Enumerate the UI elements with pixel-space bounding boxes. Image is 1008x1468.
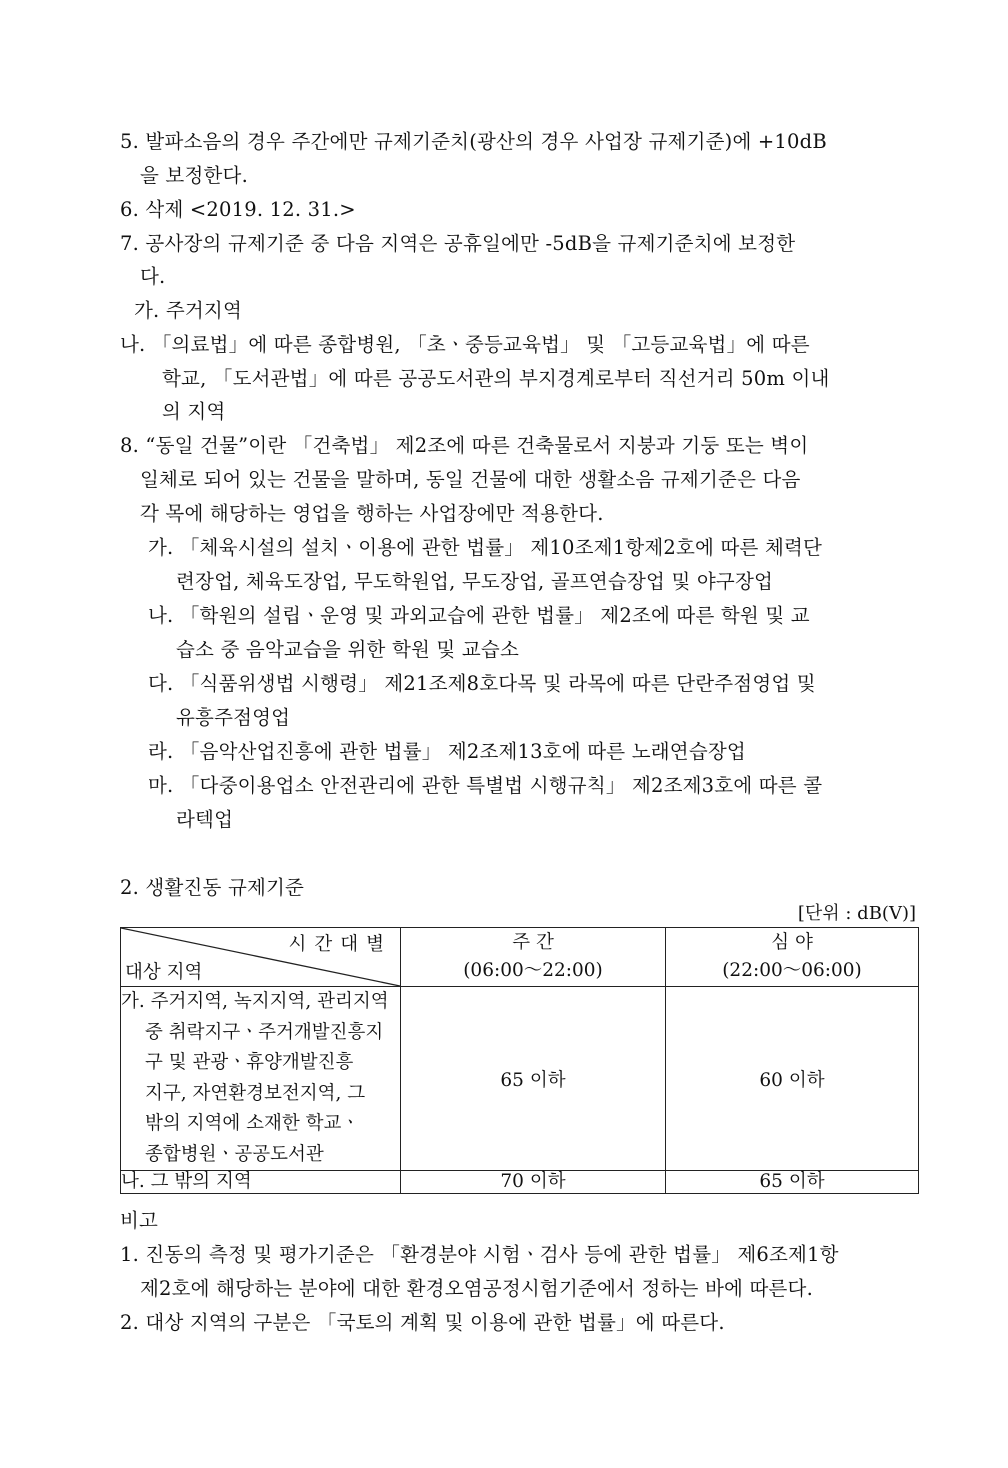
region-cell — [121, 1171, 401, 1194]
note-7-line1: 7. 공사장의 규제기준 중 다음 지역은 공휴일에만 -5dB을 규제기준치에 보정한 — [120, 232, 796, 255]
note-6-line1: 6. 삭제 <2019. 12. 31.> — [120, 198, 356, 221]
note-8-da-line2: 유흥주점영업 — [176, 706, 291, 729]
note-7-na-line1: 나. 「의료법」에 따른 종합병원, 「초ㆍ중등교육법」 및 「고등교육법」에 따른 — [120, 333, 810, 356]
header-time-label: 시간대별 — [288, 934, 392, 955]
night-time: (22:00～06:00) — [722, 960, 862, 981]
section-title: 2. 생활진동 규제기준 — [120, 876, 305, 899]
note-8-line1: 8. “동일 건물”이란 「건축법」 제2조에 따른 건축물로서 지붕과 기둥 또는 벽이 — [120, 434, 809, 457]
note-7-line2: 다. — [140, 265, 166, 288]
region-line: 나. 그 밖의 지역 — [121, 1171, 252, 1192]
note-8-ma-line1: 마. 「다중이용업소 안전관리에 관한 특별법 시행규칙」 제2조제3호에 따른 콜 — [148, 774, 823, 797]
remark-1-line1: 1. 진동의 측정 및 평가기준은 「환경분야 시험ㆍ검사 등에 관한 법률」 제6조제1항 — [120, 1243, 839, 1266]
note-8-da-line1: 다. 「식품위생법 시행령」 제21조제8호다목 및 라목에 따른 단란주점영업 및 — [148, 672, 816, 695]
header-night — [666, 928, 919, 987]
note-8-na-line1: 나. 「학원의 설립ㆍ운영 및 과외교습에 관한 법률」 제2조에 따른 학원 및 교 — [148, 604, 810, 627]
remark-2-line1: 2. 대상 지역의 구분은 「국토의 계획 및 이용에 관한 법률」에 따른다. — [120, 1311, 725, 1334]
note-5-line2: 을 보정한다. — [140, 164, 248, 187]
region-line: 구 및 관광ㆍ휴양개발진흥 — [145, 1052, 354, 1073]
region-line: 지구, 자연환경보전지역, 그 — [145, 1082, 366, 1104]
table-header-row — [121, 928, 919, 987]
day-value: 65 이하 — [401, 987, 666, 1171]
note-8-line2: 일체로 되어 있는 건물을 말하며, 동일 건물에 대한 생활소음 규제기준은 다음 — [140, 468, 801, 491]
note-8-line3: 각 목에 해당하는 영업을 행하는 사업장에만 적용한다. — [140, 502, 604, 525]
note-8-ma-line2: 라텍업 — [176, 808, 234, 831]
day-label: 주 간 — [512, 932, 554, 953]
region-line: 가. 주거지역, 녹지지역, 관리지역 — [121, 991, 389, 1012]
region-cell — [121, 987, 401, 1171]
note-8-na-line2: 습소 중 음악교습을 위한 학원 및 교습소 — [176, 638, 519, 661]
remark-1-line2: 제2호에 해당하는 분야에 대한 환경오염공정시험기준에서 정하는 바에 따른다. — [140, 1277, 813, 1300]
day-value: 70 이하 — [401, 1171, 666, 1194]
day-time: (06:00～22:00) — [463, 960, 603, 981]
region-line: 밖의 지역에 소재한 학교ㆍ — [145, 1113, 360, 1134]
remarks-title: 비고 — [120, 1209, 159, 1232]
note-8-ga-line2: 련장업, 체육도장업, 무도학원업, 무도장업, 골프연습장업 및 야구장업 — [176, 570, 774, 593]
table-row — [121, 987, 919, 1171]
note-8-ra-line1: 라. 「음악산업진흥에 관한 법률」 제2조제13호에 따른 노래연습장업 — [148, 740, 746, 763]
header-region-label: 대상 지역 — [125, 962, 203, 983]
header-day — [401, 928, 666, 987]
night-value: 65 이하 — [666, 1171, 919, 1194]
region-line: 종합병원ㆍ공공도서관 — [145, 1143, 324, 1165]
region-line: 중 취락지구ㆍ주거개발진흥지 — [145, 1021, 384, 1043]
night-label: 심 야 — [771, 932, 813, 953]
vibration-standard-table — [120, 927, 919, 1194]
note-7-ga: 가. 주거지역 — [134, 299, 242, 322]
night-value: 60 이하 — [666, 987, 919, 1171]
header-diagonal-cell — [121, 928, 401, 987]
note-8-ga-line1: 가. 「체육시설의 설치ㆍ이용에 관한 법률」 제10조제1항제2호에 따른 체력단 — [148, 536, 823, 559]
note-7-na-line2: 학교, 「도서관법」에 따른 공공도서관의 부지경계로부터 직선거리 50m 이내 — [162, 367, 830, 390]
note-7-na-line3: 의 지역 — [162, 400, 226, 423]
table-row — [121, 1171, 919, 1194]
note-5-line1: 5. 발파소음의 경우 주간에만 규제기준치(광산의 경우 사업장 규제기준)에 +10dB — [120, 130, 827, 153]
unit-label: [단위 : dB(V)] — [797, 903, 916, 924]
